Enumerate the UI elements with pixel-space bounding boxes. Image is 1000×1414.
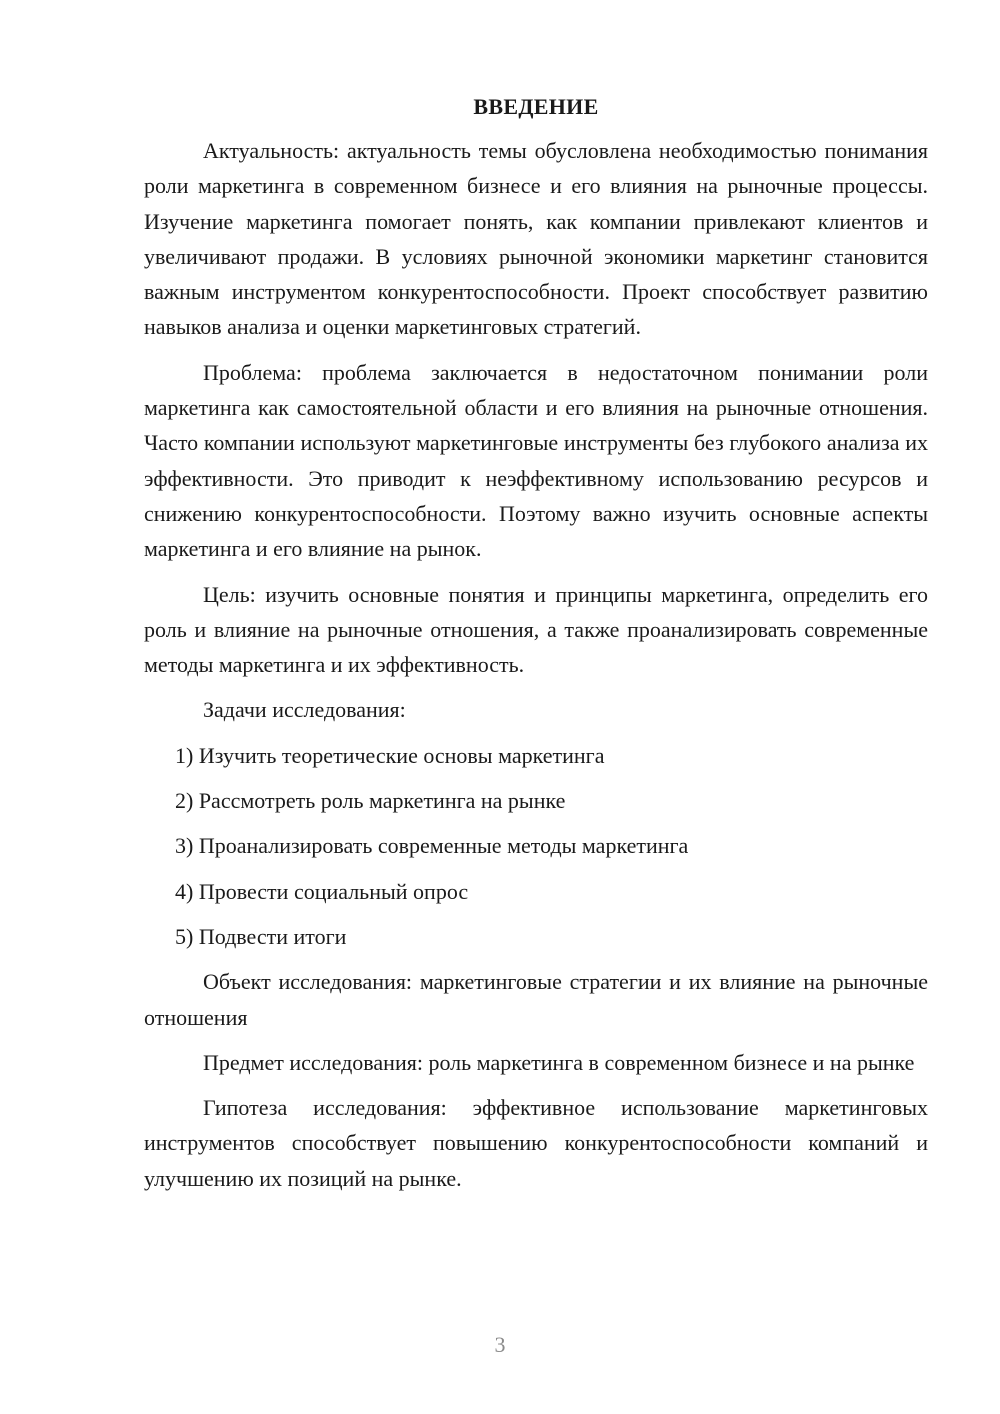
list-item: 3) Проанализировать современные методы маркетинга: [175, 833, 689, 859]
paragraph-subject: Предмет исследования: роль маркетинга в современном бизнесе и на рынке: [203, 1049, 915, 1075]
paragraph-problem: Проблема: проблема заключается в недостаточном понимании роли маркетинга как самостоятельной области и его влияния на рыночные отношения. Часто компании используют маркетинговые инструменты без глубокого анализа их эффективности. Это приводит к неэффективному использованию ресурсов и снижению конкурентоспособности. Поэтому важно изучить основные аспекты маркетинга и его влияние на рынок.: [144, 359, 928, 562]
page-title: ВВЕДЕНИЕ: [473, 94, 599, 119]
list-item: 5) Подвести итоги: [175, 923, 347, 949]
tasks-heading: Задачи исследования:: [203, 697, 406, 723]
page-number: 3: [494, 1332, 506, 1357]
paragraph-hypothesis: Гипотеза исследования: эффективное использование маркетинговых инструментов способствует повышению конкурентоспособности компаний и улучшению их позиций на рынке.: [144, 1095, 928, 1191]
paragraph-relevance: Актуальность: актуальность темы обусловлена необходимостью понимания роли маркетинга в современном бизнесе и его влияния на рыночные процессы. Изучение маркетинга помогает понять, как компании привлекают клиентов и увеличивают продажи. В условиях рыночной экономики маркетинг становится важным инструментом конкурентоспособности. Проект способствует развитию навыков анализа и оценки маркетинговых стратегий.: [144, 138, 928, 340]
page-content: [144, 90, 928, 1206]
list-item: 4) Провести социальный опрос: [175, 878, 469, 904]
list-item: 1) Изучить теоретические основы маркетинга: [175, 742, 605, 768]
paragraph-object: Объект исследования: маркетинговые стратегии и их влияние на рыночные отношения: [144, 969, 928, 1030]
tasks-list: [144, 738, 928, 954]
paragraph-goal: Цель: изучить основные понятия и принципы маркетинга, определить его роль и влияние на рыночные отношения, а также проанализировать современные методы маркетинга и их эффективность.: [144, 581, 928, 678]
list-item: 2) Рассмотреть роль маркетинга на рынке: [175, 788, 566, 814]
